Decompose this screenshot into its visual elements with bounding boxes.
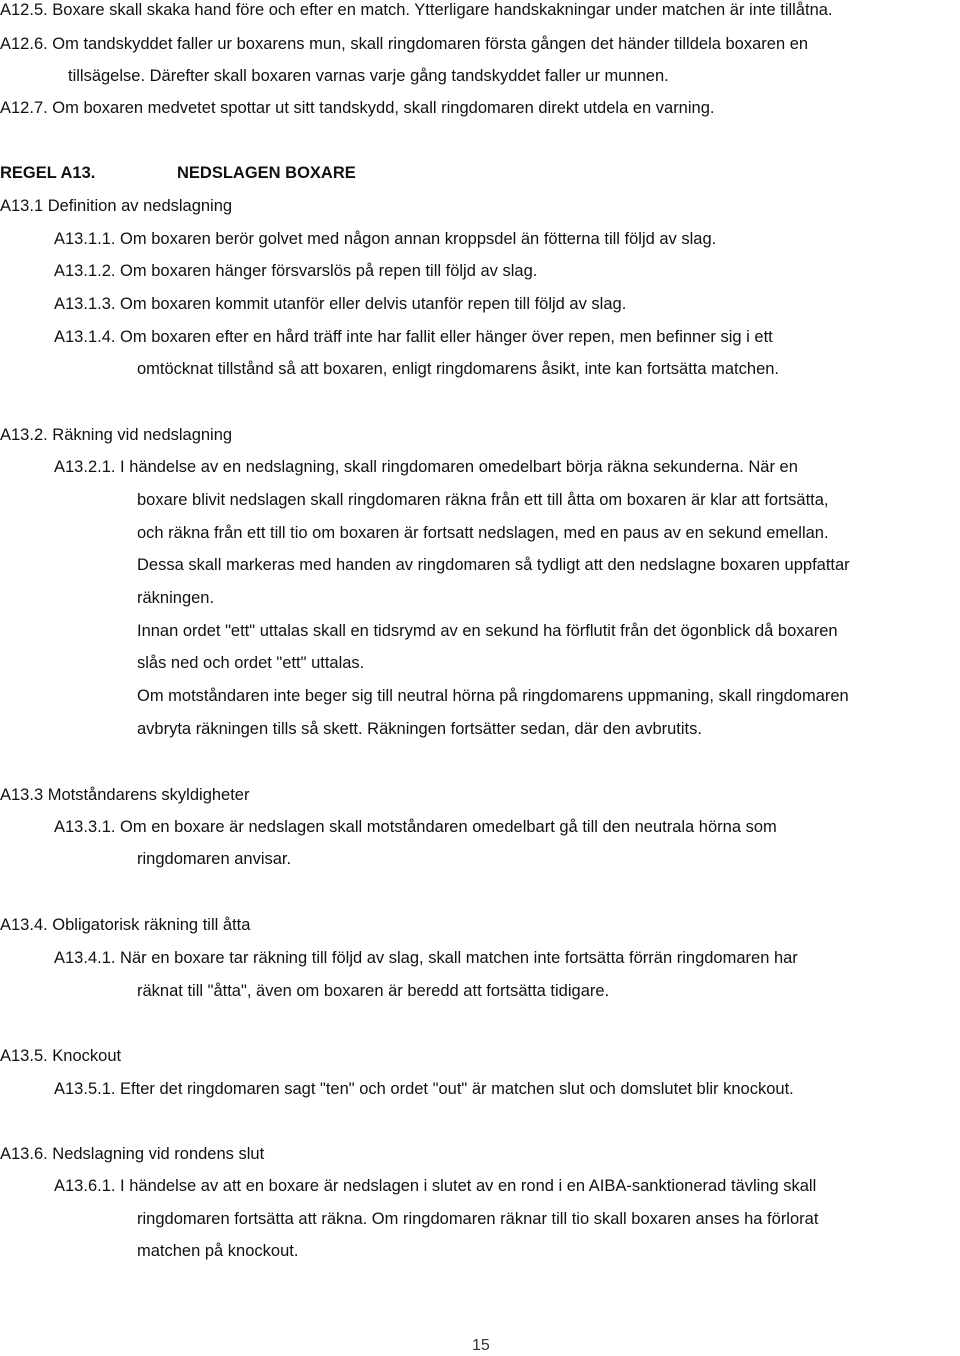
rule-a12-6: A12.6. Om tandskyddet faller ur boxarens mun, skall ringdomaren första gången det händer tilldela boxaren en: [0, 35, 809, 53]
rule-a13-4-1-continuation: räknat till "åtta", även om boxaren är beredd att fortsätta tidigare.: [137, 982, 610, 1000]
rule-a12-5: A12.5. Boxare skall skaka hand före och efter en match. Ytterligare handskakningar under matchen är inte tillåtna.: [0, 1, 833, 19]
rule-a13-2-1-line-6: Innan ordet "ett" uttalas skall en tidsrymd av en sekund ha förflutit från det ögonblick då boxaren: [137, 622, 838, 640]
rule-a13-4-1: A13.4.1. När en boxare tar räkning till följd av slag, skall matchen inte fortsätta förrän ringdomaren har: [54, 949, 798, 967]
rule-a13-2-1-line-2: boxare blivit nedslagen skall ringdomaren räkna från ett till åtta om boxaren är klar att fortsätta,: [137, 491, 829, 509]
rule-a13-2-1: A13.2.1. I händelse av en nedslagning, skall ringdomaren omedelbart börja räkna sekunderna. När en: [54, 458, 798, 476]
rule-a13-3-1-continuation: ringdomaren anvisar.: [137, 850, 292, 868]
rule-a13-1-3: A13.1.3. Om boxaren kommit utanför eller delvis utanför repen till följd av slag.: [54, 295, 627, 313]
rule-a13-6-1-line-2: ringdomaren fortsätta att räkna. Om ringdomaren räknar till tio skall boxaren anses ha förlorat: [137, 1210, 819, 1228]
section-a13-6-heading: A13.6. Nedslagning vid rondens slut: [0, 1145, 265, 1163]
rule-a13-5-1: A13.5.1. Efter det ringdomaren sagt "ten" och ordet "out" är matchen slut och domslutet blir knockout.: [54, 1080, 794, 1098]
rule-a13-2-1-line-7: slås ned och ordet "ett" uttalas.: [137, 654, 365, 672]
rule-a13-1-2: A13.1.2. Om boxaren hänger försvarslös på repen till följd av slag.: [54, 262, 538, 280]
rule-a13-6-1: A13.6.1. I händelse av att en boxare är nedslagen i slutet av en rond i en AIBA-sanktionerad tävling skall: [54, 1177, 817, 1195]
section-a13-2-heading: A13.2. Räkning vid nedslagning: [0, 426, 233, 444]
chapter-label: REGEL A13.: [0, 164, 96, 182]
rule-a13-3-1: A13.3.1. Om en boxare är nedslagen skall motståndaren omedelbart gå till den neutrala hörna som: [54, 818, 777, 836]
rule-a13-2-1-line-9: avbryta räkningen tills så skett. Räkningen fortsätter sedan, där den avbrutits.: [137, 720, 702, 738]
rule-a13-1-1: A13.1.1. Om boxaren berör golvet med någon annan kroppsdel än fötterna till följd av slag.: [54, 230, 717, 248]
rule-a13-2-1-line-4: Dessa skall markeras med handen av ringdomaren så tydligt att den nedslagne boxaren uppfattar: [137, 556, 850, 574]
section-a13-3-heading: A13.3 Motståndarens skyldigheter: [0, 786, 250, 804]
rule-a13-1-4: A13.1.4. Om boxaren efter en hård träff inte har fallit eller hänger över repen, men befinner sig i ett: [54, 328, 773, 346]
rule-a12-7: A12.7. Om boxaren medvetet spottar ut sitt tandskydd, skall ringdomaren direkt utdela en varning.: [0, 99, 715, 117]
section-a13-4-heading: A13.4. Obligatorisk räkning till åtta: [0, 916, 251, 934]
rule-a13-2-1-line-5: räkningen.: [137, 589, 215, 607]
page-number: 15: [472, 1337, 490, 1354]
chapter-title: NEDSLAGEN BOXARE: [177, 164, 356, 182]
rule-a13-1-4-continuation: omtöcknat tillstånd så att boxaren, enligt ringdomarens åsikt, inte kan fortsätta matchen.: [137, 360, 780, 378]
rule-a12-6-continuation: tillsägelse. Därefter skall boxaren varnas varje gång tandskyddet faller ur munnen.: [68, 67, 669, 85]
rule-a13-6-1-line-3: matchen på knockout.: [137, 1242, 299, 1260]
section-a13-5-heading: A13.5. Knockout: [0, 1047, 122, 1065]
section-a13-1-heading: A13.1 Definition av nedslagning: [0, 197, 233, 215]
rule-a13-2-1-line-8: Om motståndaren inte beger sig till neutral hörna på ringdomarens uppmaning, skall ringdomaren: [137, 687, 849, 705]
rule-a13-2-1-line-3: och räkna från ett till tio om boxaren är fortsatt nedslagen, med en paus av en sekund emellan.: [137, 524, 829, 542]
